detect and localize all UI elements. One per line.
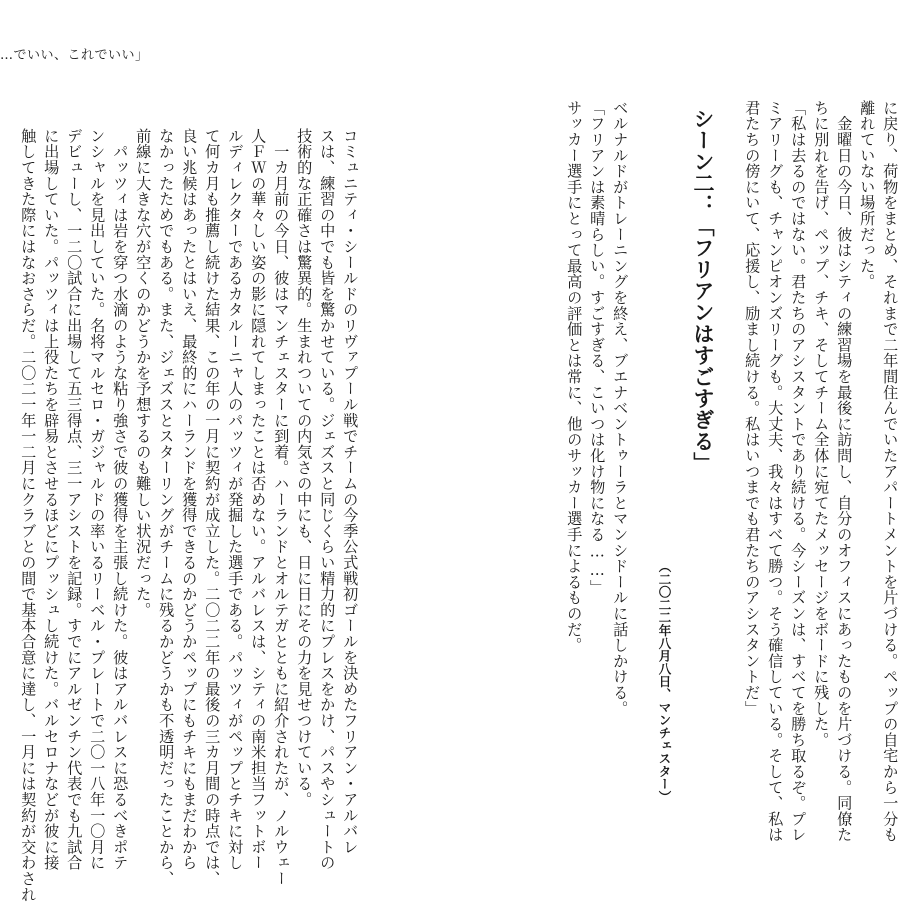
text-line: て何カ月も推薦し続けた結果、この年の一月に契約が成立した。二〇二二年の最後の三カ月間の時点では、	[203, 128, 222, 887]
text-line: パッツィは岩を穿つ水滴のような粘り強さで彼の獲得を主張し続けた。彼はアルバレスに恐るべきポテ	[111, 128, 130, 871]
text-line: ミアリーグも、チャンピオンズリーグも。大丈夫、我々はすべて勝つ。そう確信している。そして、私は	[766, 100, 785, 843]
text-line: サッカー選手にとって最高の評価とは常に、他のサッカー選手によるものだ。	[565, 100, 584, 653]
text-line: ちに別れを告げ、ペップ、チキ、そしてチーム全体に宛てたメッセージをボードに残した。	[812, 100, 831, 748]
text-line: なかったためでもある。また、ジェズスとスターリングがチームに残るかどうかも不透明だったことから、	[157, 128, 176, 887]
text-line: 離れていない場所だった。	[858, 100, 877, 290]
text-line: デビューし、一二〇試合に出場して五三得点、三一アシストを記録。すでにアルゼンチン代表でも九試合	[65, 128, 84, 871]
text-line: 技術的な正確さは驚異的。生まれついての内気さの中にも、日に日にその力を見せつけている。	[295, 128, 314, 808]
text-line: 金曜日の今日、彼はシティの練習場を最後に訪問し、自分のオフィスにあったものを片づける。同僚た	[835, 100, 854, 843]
text-line: 人ＦＷの華々しい姿の影に隠れてしまったことは否めない。アルバレスは、シティの南米担当フットボー	[249, 128, 268, 871]
text-line: ンシャルを見出していた。名将マルセロ・ガジャルドの率いるリーベル・プレートで二〇一八年一〇月に	[88, 128, 107, 871]
text-line: 君たちの傍にいて、応援し、励まし続ける。私はいつまでも君たちのアシスタントだ」	[743, 100, 762, 717]
text-line: 「私は去るのではない。君たちのアシスタントであり続ける。今シーズンは、すべてを勝ち取るぞ。プレ	[789, 100, 808, 843]
text-line: 一カ月前の今日、彼はマンチェスターに到着。ハーランドとオルテガとともに紹介されたが、ノルウェー	[272, 128, 291, 887]
text-line: 触してきた際にはなおさらだ。二〇二一年一二月にクラブとの間で基本合意に達し、一月には契約が交わされ	[19, 128, 38, 903]
text-line: コミュニティ・シールドのリヴァプール戦でチームの今季公式戦初ゴールを決めたフリアン・アルバレ	[341, 128, 360, 855]
scene-heading: シーン二：「フリアンはすごすぎる」	[691, 108, 716, 474]
text-line: に戻り、荷物をまとめ、それまで二年間住んでいたアパートメントを片づける。ペップの自宅から一分も	[881, 100, 900, 843]
text-line: ベルナルドがトレーニングを終え、ブエナベントゥーラとマンシドールに話しかける。	[611, 100, 630, 717]
text-line: ルディレクターであるカタルーニャ人のパッツィが発掘した選手である。パッツィがペップとチキに対し	[226, 128, 245, 871]
text-line: 良い兆候はあったとはいえ、最終的にハーランドを獲得できるのかどうかペップにもチキにもまだわから	[180, 128, 199, 871]
text-line: 前線に大きな穴が空くのかどうかを予想するのも難しい状況だった。	[134, 128, 153, 618]
scene-dateline: （二〇二二年八月八日、マンチェスター）	[657, 560, 672, 804]
running-head: …でいい、これでいい」	[0, 48, 149, 63]
text-line: スは、練習の中でも皆を驚かせている。ジェズスと同じくらい精力的にプレスをかけ、パスやシュートの	[318, 128, 337, 871]
text-line: に出場していた。パッツィは上役たちを辟易とさせるほどにプッシュし続けた。バルセロナなどが彼に接	[42, 128, 61, 871]
text-line: 「フリアンは素晴らしい。すごすぎる、こいつは化け物になる……」	[588, 100, 607, 596]
